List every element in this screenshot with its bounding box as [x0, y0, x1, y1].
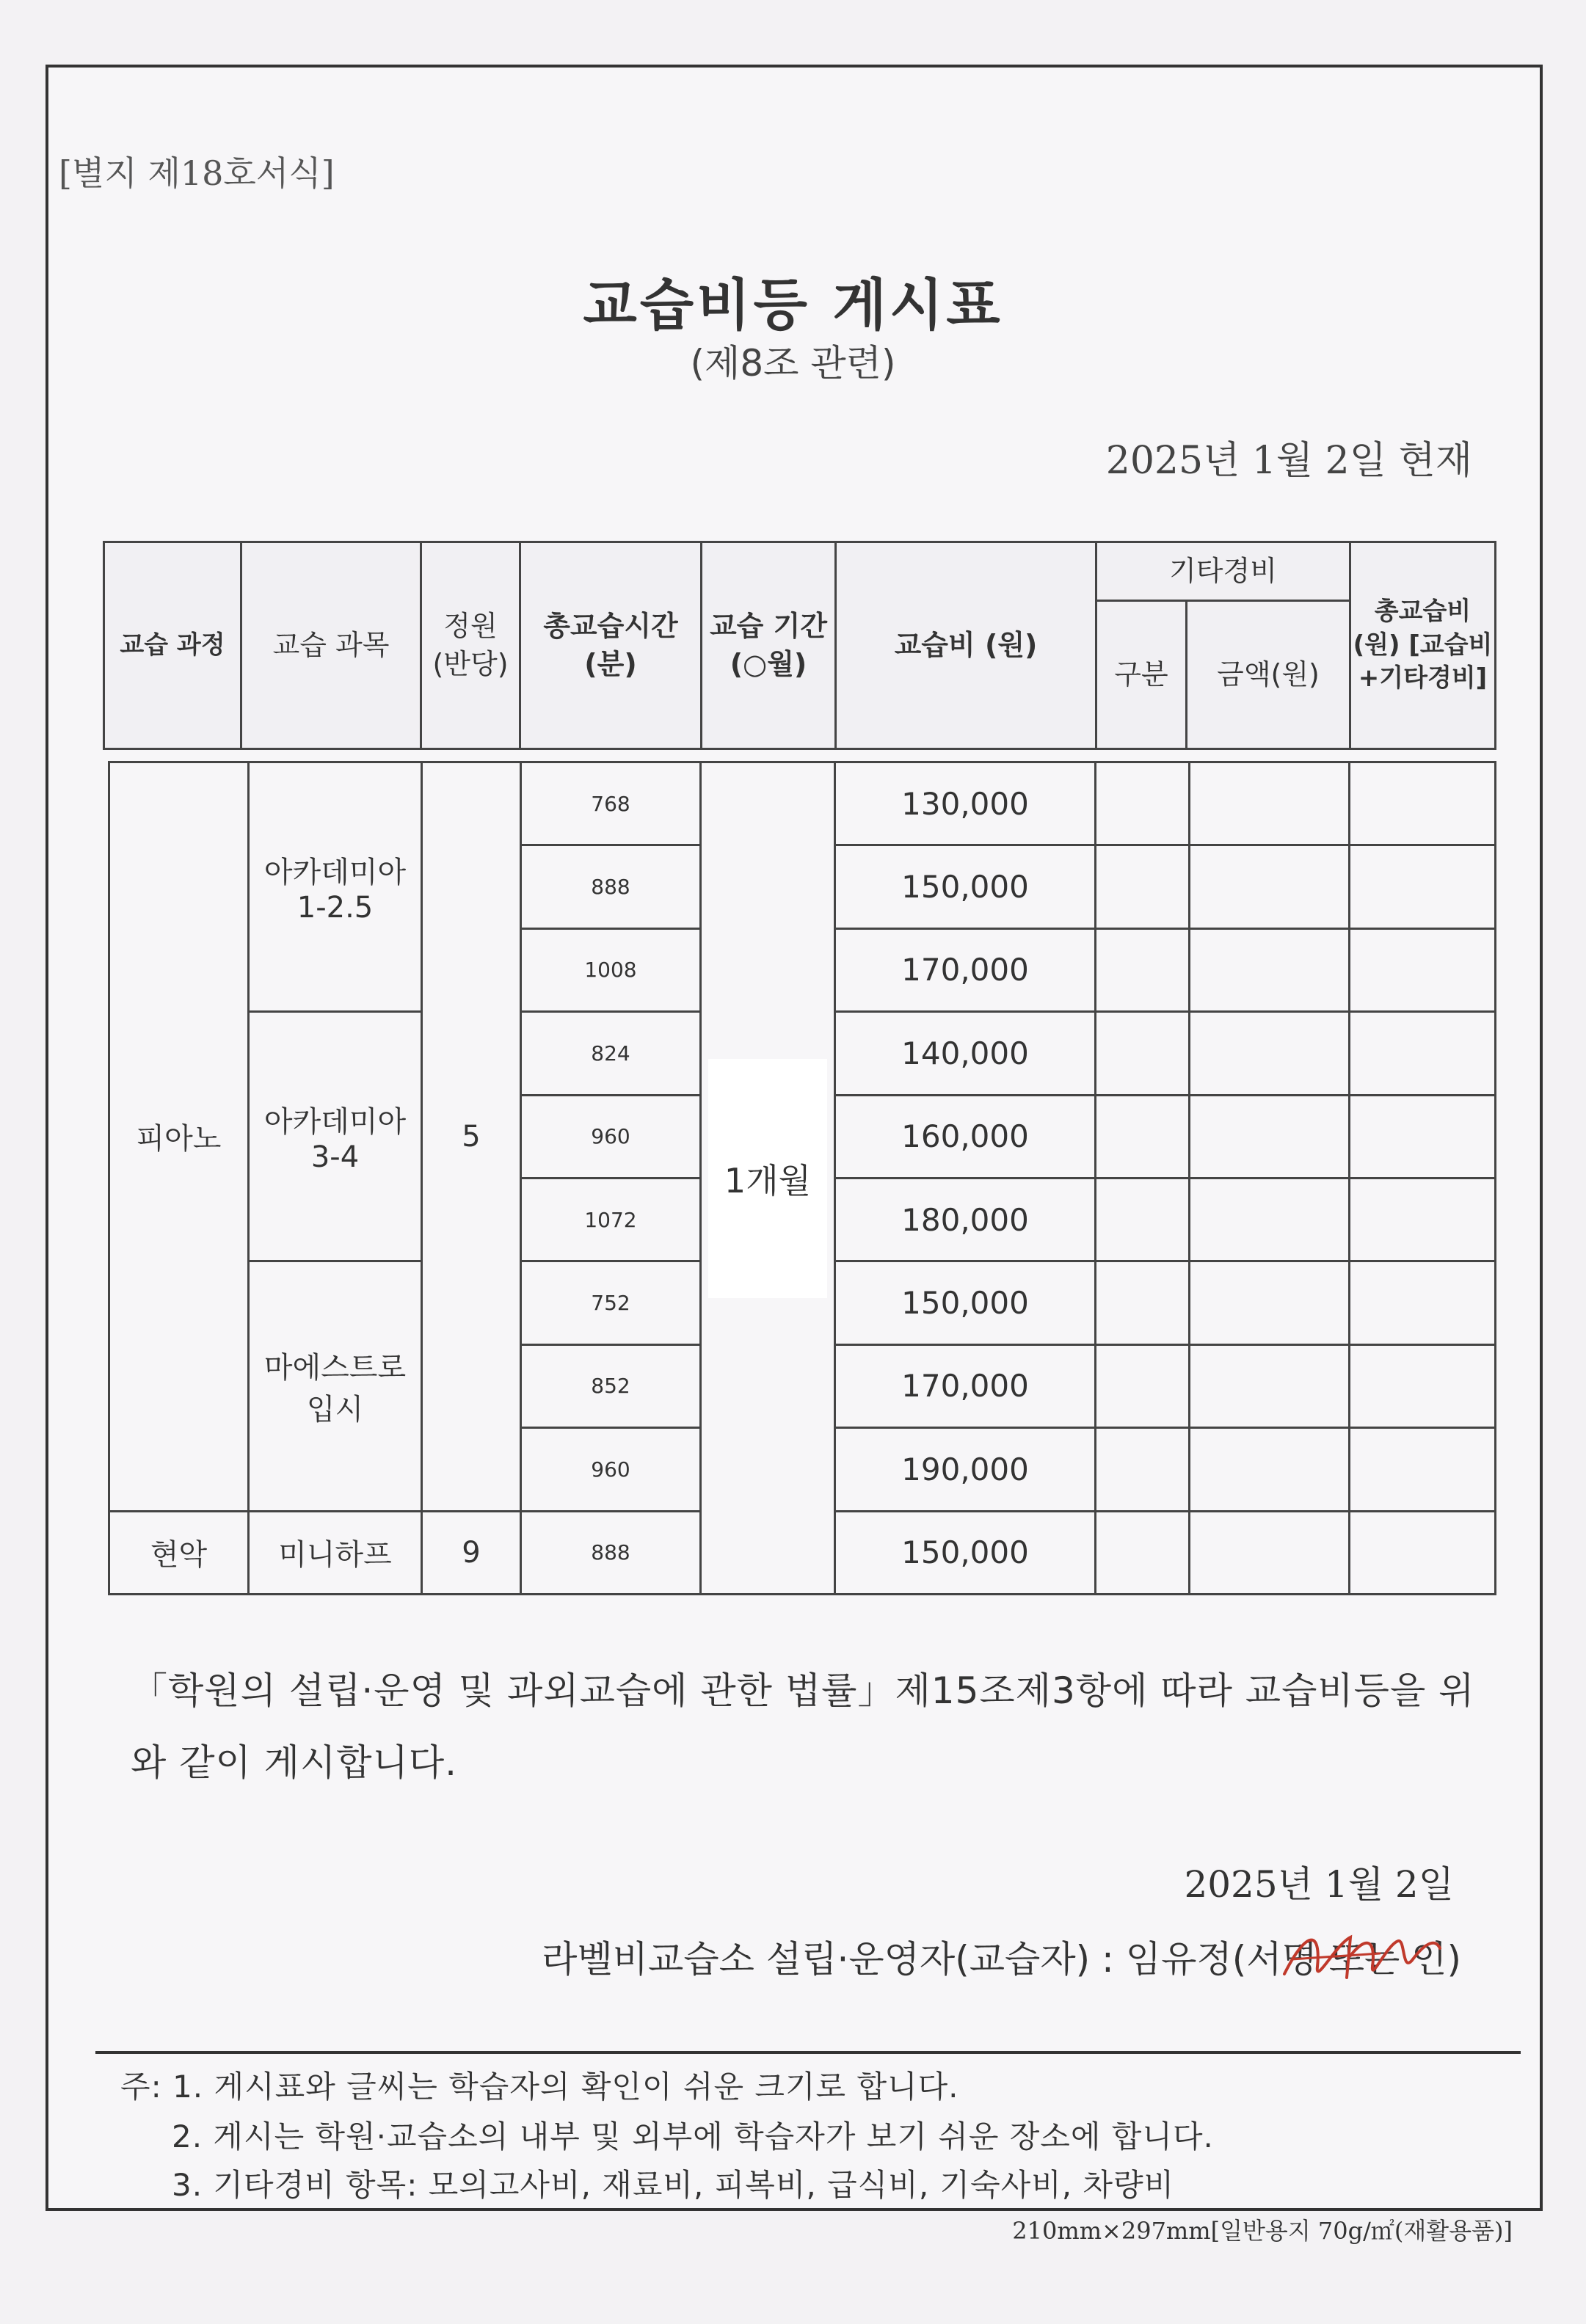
total-fee-cell — [1350, 762, 1496, 845]
fee-cell: 150,000 — [835, 1261, 1096, 1344]
course-strings: 현악 — [109, 1511, 249, 1594]
sign-date: 2025년 1월 2일 — [1184, 1863, 1454, 1906]
minutes-cell: 960 — [521, 1428, 701, 1511]
fee-cell: 150,000 — [835, 845, 1096, 928]
minutes-cell: 752 — [521, 1261, 701, 1344]
amount-cell — [1190, 762, 1350, 845]
course-piano: 피아노 — [109, 762, 249, 1512]
legal-statement: 「학원의 설립·운영 및 과외교습에 관한 법률」제15조제3항에 따라 교습비등을 위와 같이 게시합니다. — [131, 1669, 1475, 1784]
fee-cell: 180,000 — [835, 1178, 1096, 1261]
total-fee-cell — [1350, 1511, 1496, 1594]
period-value: 1개월 — [708, 1059, 827, 1298]
fee-cell: 190,000 — [835, 1428, 1096, 1511]
as-of-date: 2025년 1월 2일 현재 — [1105, 439, 1472, 483]
signer-line: 라벨비교습소 설립·운영자(교습자) : 임유정(서명 또는 인) — [542, 1938, 1461, 1981]
minutes-cell: 1008 — [521, 928, 701, 1011]
minutes-cell: 960 — [521, 1095, 701, 1178]
page-title: 교습비등 게시표 — [583, 272, 1003, 338]
capacity-piano: 5 — [422, 762, 521, 1512]
category-cell — [1096, 845, 1190, 928]
header-subject: 교습 과목 — [241, 542, 421, 749]
amount-cell — [1190, 928, 1350, 1011]
total-fee-cell — [1350, 1428, 1496, 1511]
form-label: [별지 제18호서식] — [59, 153, 335, 193]
minutes-cell: 852 — [521, 1344, 701, 1427]
subject-academy-1: 아카데미아 1-2.5 — [249, 762, 422, 1012]
handwritten-signature — [1277, 1915, 1446, 1996]
note-3: 3. 기타경비 항목: 모의고사비, 재료비, 피복비, 급식비, 기숙사비, 차량비 — [172, 2167, 1175, 2203]
fee-table-header — [103, 541, 1496, 750]
header-fee: 교습비 (원) — [836, 542, 1096, 749]
fee-cell: 150,000 — [835, 1511, 1096, 1594]
subject-maestro: 마에스트로 입시 — [249, 1261, 422, 1511]
category-cell — [1096, 1012, 1190, 1095]
category-cell — [1096, 1428, 1190, 1511]
fee-cell: 130,000 — [835, 762, 1096, 845]
fee-cell: 170,000 — [835, 928, 1096, 1011]
category-cell — [1096, 1344, 1190, 1427]
header-course: 교습 과정 — [104, 542, 241, 749]
paper-spec: 210mm×297mm[일반용지 70g/㎡(재활용품)] — [1012, 2217, 1513, 2245]
amount-cell — [1190, 845, 1350, 928]
minutes-cell: 1072 — [521, 1178, 701, 1261]
amount-cell — [1190, 1178, 1350, 1261]
category-cell — [1096, 762, 1190, 845]
total-fee-cell — [1350, 1178, 1496, 1261]
notes-section — [95, 2051, 1521, 2211]
header-capacity: 정원 (반당) — [421, 542, 520, 749]
category-cell — [1096, 1178, 1190, 1261]
category-cell — [1096, 1095, 1190, 1178]
amount-cell — [1190, 1012, 1350, 1095]
fee-table-body — [108, 761, 1496, 1595]
minutes-cell: 824 — [521, 1012, 701, 1095]
fee-cell: 170,000 — [835, 1344, 1096, 1427]
header-period: 교습 기간 (○월) — [702, 542, 836, 749]
fee-cell: 140,000 — [835, 1012, 1096, 1095]
total-fee-cell — [1350, 1344, 1496, 1427]
minutes-cell: 768 — [521, 762, 701, 845]
period-cell — [701, 762, 835, 1595]
amount-cell — [1190, 1511, 1350, 1594]
category-cell — [1096, 928, 1190, 1011]
subject-academy-3: 아카데미아 3-4 — [249, 1012, 422, 1261]
amount-cell — [1190, 1428, 1350, 1511]
total-fee-cell — [1350, 928, 1496, 1011]
fee-cell: 160,000 — [835, 1095, 1096, 1178]
header-amount: 금액(원) — [1187, 601, 1350, 749]
total-fee-cell — [1350, 1095, 1496, 1178]
category-cell — [1096, 1511, 1190, 1594]
header-total-minutes: 총교습시간 (분) — [520, 542, 702, 749]
page-subtitle: (제8조 관련) — [690, 342, 896, 385]
capacity-harp: 9 — [422, 1511, 521, 1594]
amount-cell — [1190, 1344, 1350, 1427]
total-fee-cell — [1350, 1261, 1496, 1344]
header-other-costs: 기타경비 — [1096, 542, 1350, 601]
amount-cell — [1190, 1095, 1350, 1178]
note-1: 주: 1. 게시표와 글씨는 학습자의 확인이 쉬운 크기로 합니다. — [120, 2069, 959, 2105]
total-fee-cell — [1350, 1012, 1496, 1095]
subject-mini-harp: 미니하프 — [249, 1511, 422, 1594]
total-fee-cell — [1350, 845, 1496, 928]
note-2: 2. 게시는 학원·교습소의 내부 및 외부에 학습자가 보기 쉬운 장소에 합니다. — [172, 2119, 1214, 2154]
minutes-cell: 888 — [521, 845, 701, 928]
header-total-fee: 총교습비 (원) [교습비+기타경비] — [1350, 542, 1496, 749]
category-cell — [1096, 1261, 1190, 1344]
header-category: 구분 — [1096, 601, 1187, 749]
minutes-cell: 888 — [521, 1511, 701, 1594]
amount-cell — [1190, 1261, 1350, 1344]
